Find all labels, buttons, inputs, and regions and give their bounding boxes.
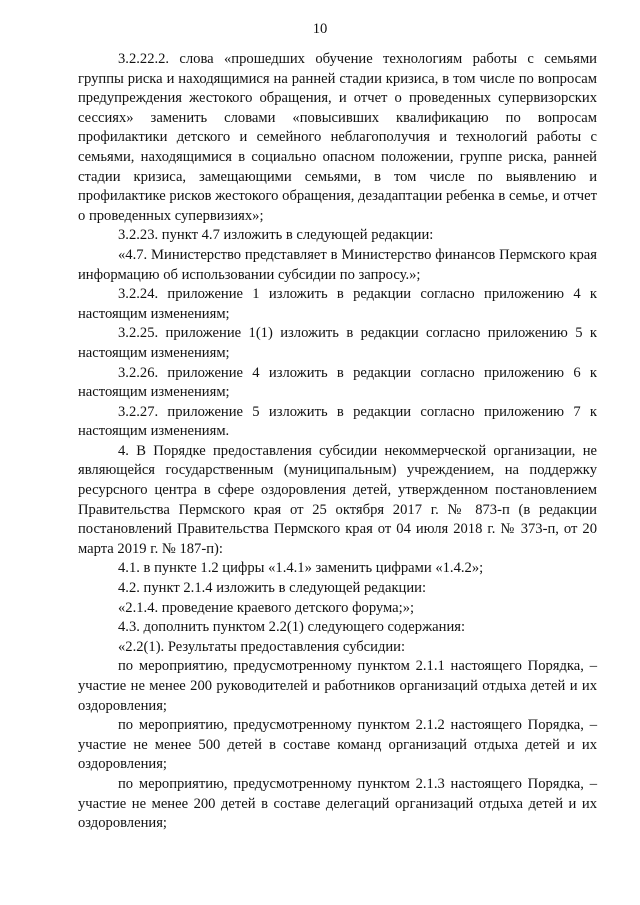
paragraph-3-2-26: 3.2.26. приложение 4 изложить в редакции согласно приложению 6 к настоящим изменениям; — [78, 364, 597, 401]
paragraph-2-1-4-quote: «2.1.4. проведение краевого детского форума;»; — [118, 599, 415, 616]
paragraph-4: 4. В Порядке предоставления субсидии некоммерческой организации, не являющейся государственным (муниципальным) учреждением, на поддержку ресурсного центра в сфере оздоровления детей, утвержденном постановлением Правительства Пермского края от 25 октября 2017 г. № 873-п (в редакции постановлений Правительства Пермского края от 04 июля 2018 г. № 373-п, от 20 марта 2019 г. № 187-п): — [78, 442, 597, 557]
paragraph-4-3: 4.3. дополнить пунктом 2.2(1) следующего содержания: — [118, 619, 466, 636]
paragraph-3-2-25: 3.2.25. приложение 1(1) изложить в редакции согласно приложению 5 к настоящим изменениям; — [78, 325, 597, 361]
paragraph-4-7-quote: «4.7. Министерство представляет в Министерство финансов Пермского края информацию об использовании субсидии по запросу.»; — [78, 246, 597, 283]
document-body — [78, 50, 597, 834]
paragraph-3-2-24: 3.2.24. приложение 1 изложить в редакции согласно приложению 4 к настоящим изменениям; — [78, 286, 597, 322]
paragraph-3-2-27: 3.2.27. приложение 5 изложить в редакции согласно приложению 7 к настоящим изменениям. — [78, 403, 597, 440]
paragraph-result-2-1-1: по мероприятию, предусмотренному пунктом 2.1.1 настоящего Порядка, – участие не менее 200 руководителей и работников организаций отдыха детей и их оздоровления; — [78, 658, 597, 714]
paragraph-3-2-23: 3.2.23. пункт 4.7 изложить в следующей редакции: — [118, 227, 434, 244]
paragraph-4-1: 4.1. в пункте 1.2 цифры «1.4.1» заменить цифрами «1.4.2»; — [118, 560, 484, 577]
page-number: 10 — [312, 21, 328, 37]
paragraph-4-2: 4.2. пункт 2.1.4 изложить в следующей редакции: — [118, 580, 427, 597]
paragraph-result-2-1-2: по мероприятию, предусмотренному пунктом 2.1.2 настоящего Порядка, – участие не менее 500 детей в составе команд организаций отдыха детей и их оздоровления; — [78, 717, 597, 773]
paragraph-3-2-22-2: 3.2.22.2. слова «прошедших обучение технологиям работы с семьями группы риска и находящимися на ранней стадии кризиса, в том числе по вопросам предупреждения жестокого обращения, и отчет о проведенных супервизорских сессиях» заменить словами «повысивших квалификацию по вопросам профилактики детского и семейного неблагополучия и технологий работы с семьями, находящимися в социально опасном положении, группе риска, ранней стадии кризиса, замещающими семьями, в том числе по выявлению и профилактике рисков жестокого обращения, дезадаптации ребенка в семье, и отчет о проведенных супервизиях»; — [78, 51, 597, 224]
paragraph-2-2-1-quote: «2.2(1). Результаты предоставления субсидии: — [118, 638, 406, 655]
paragraph-result-2-1-3: по мероприятию, предусмотренному пунктом 2.1.3 настоящего Порядка, – участие не менее 200 детей в составе делегаций организаций отдыха детей и их оздоровления; — [78, 775, 597, 832]
